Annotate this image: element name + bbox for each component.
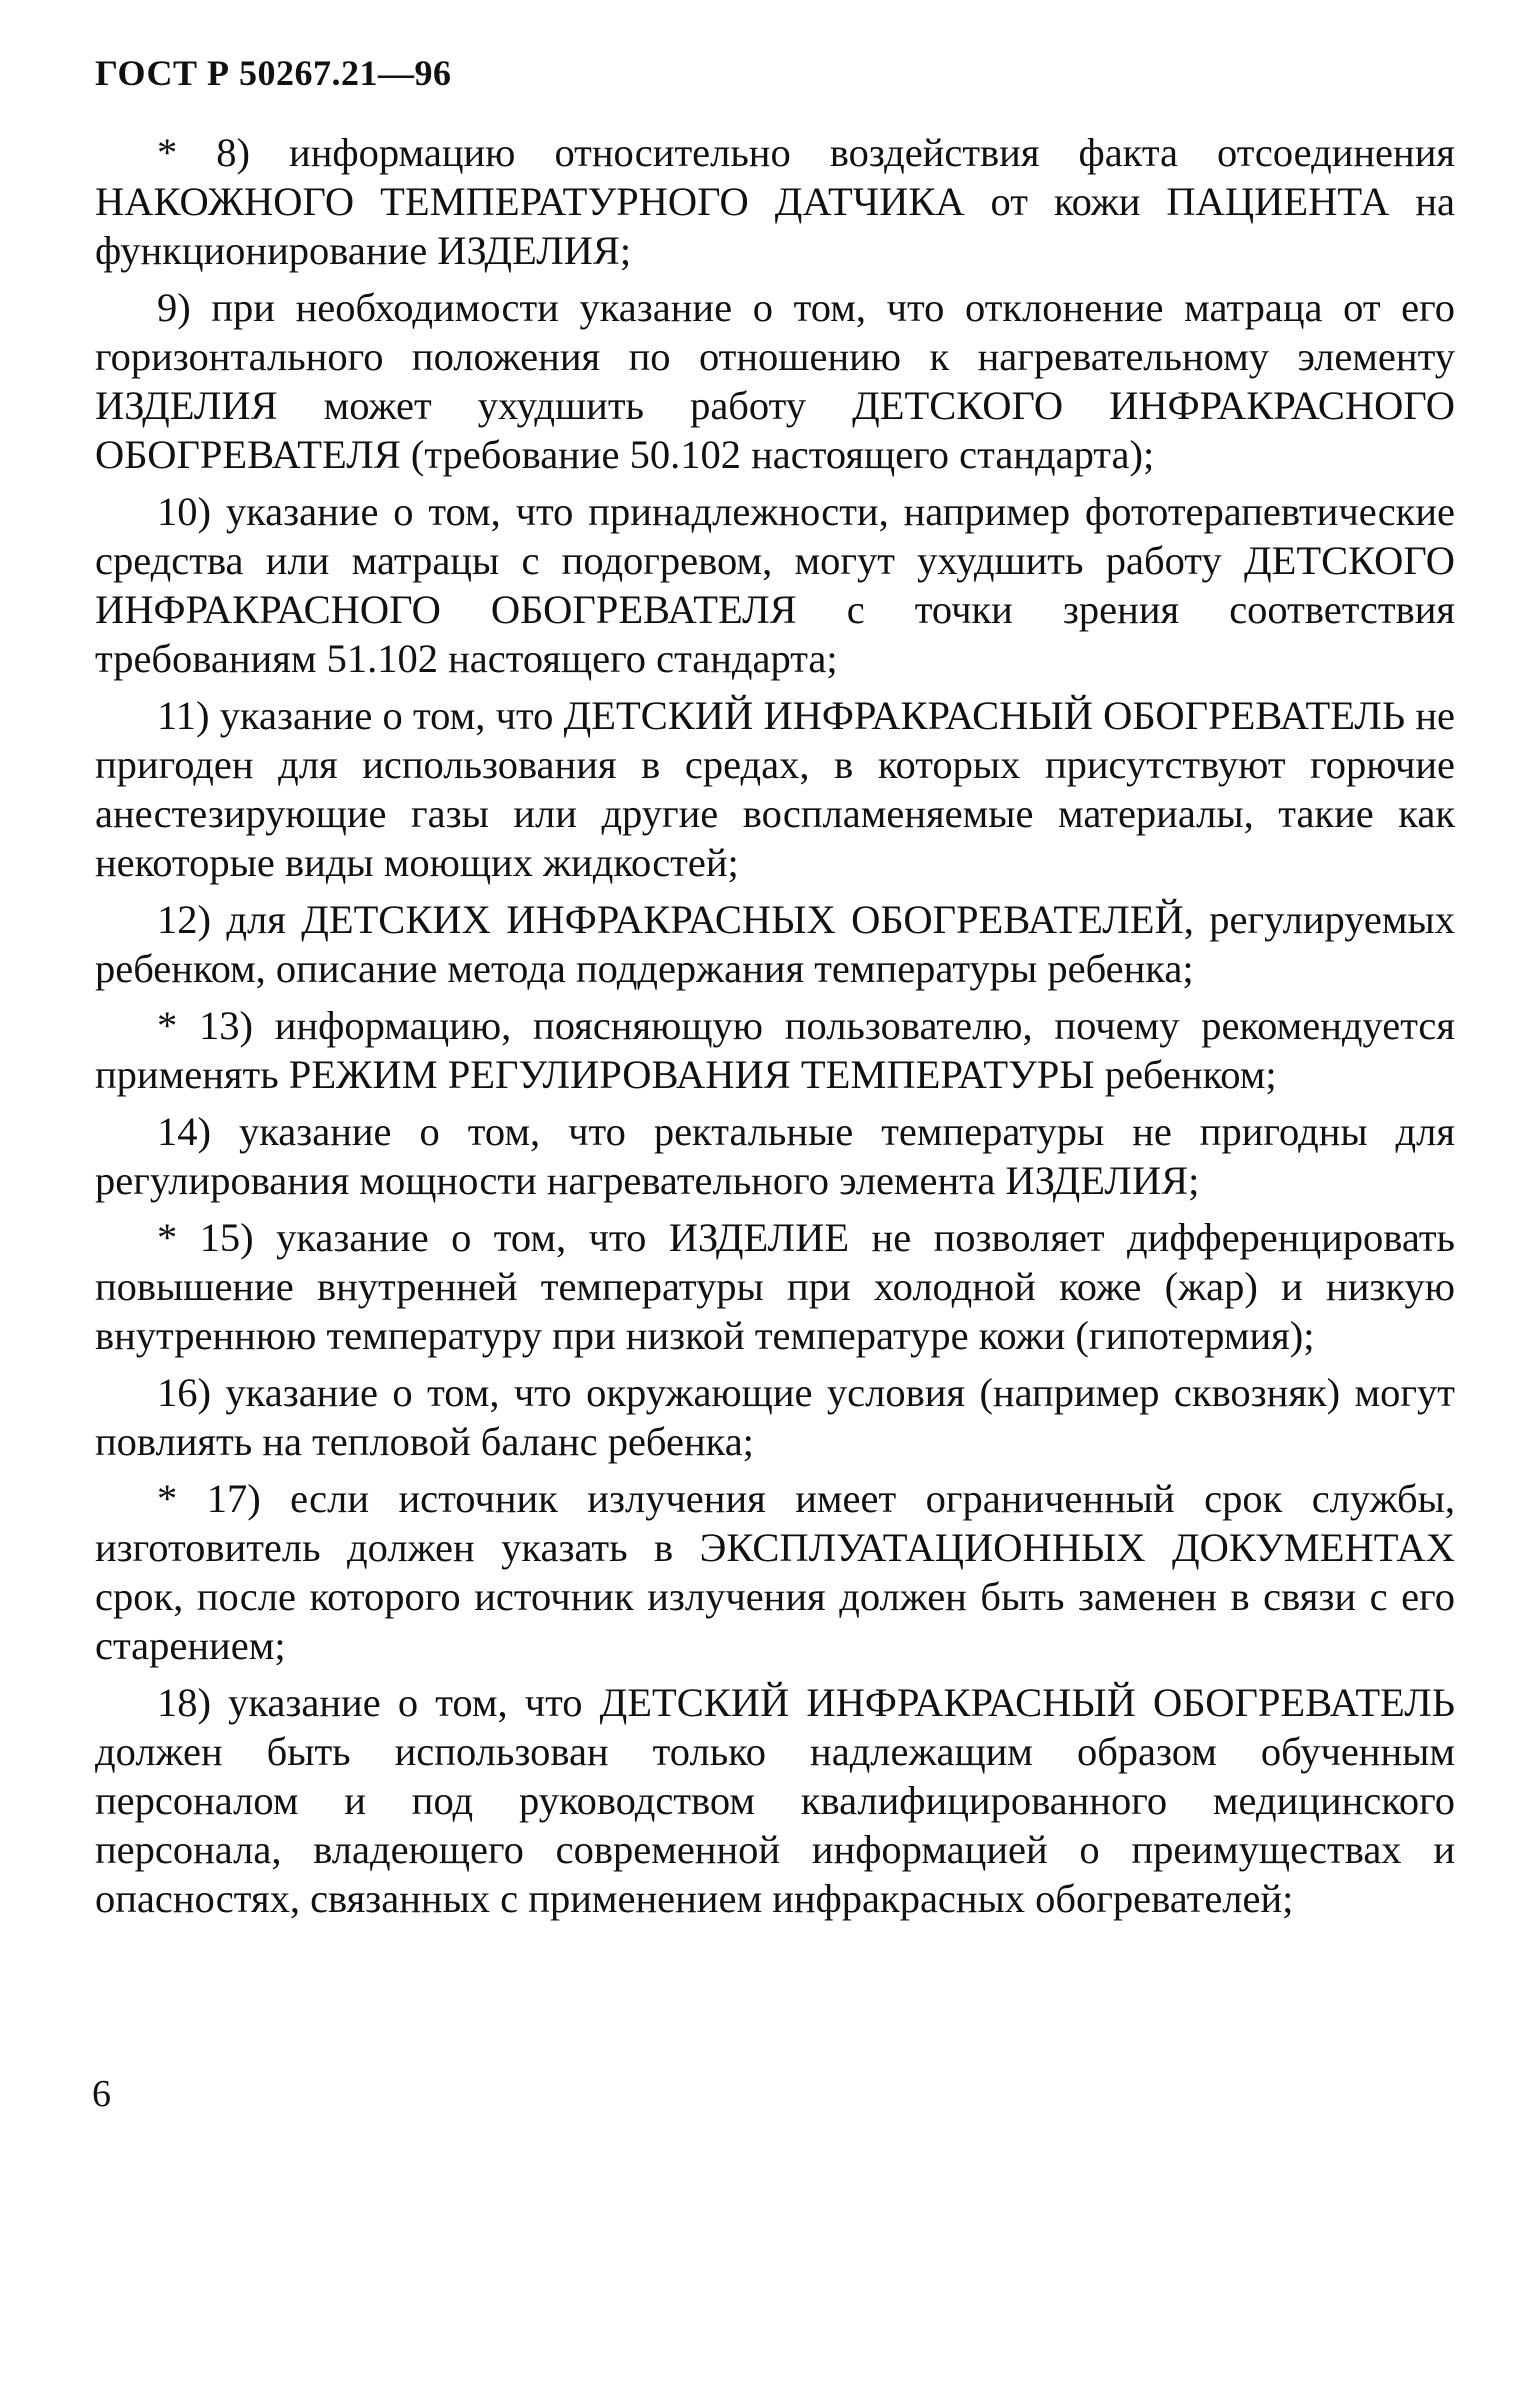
page-number: 6 bbox=[92, 2073, 111, 2115]
list-item-14: 14) указание о том, что ректальные температуры не пригодны для регулирования мощности нагревательного элемента ИЗДЕЛИЯ; bbox=[95, 1109, 1455, 1203]
list-item-13: * 13) информацию, поясняющую пользователю, почему рекомендуется применять РЕЖИМ РЕГУЛИРОВАНИЯ ТЕМПЕРАТУРЫ ребенком; bbox=[95, 1003, 1455, 1097]
document-body bbox=[95, 128, 1455, 1931]
list-item-10: 10) указание о том, что принадлежности, например фототерапевтические средства или матрацы с подогревом, могут ухудшить работу ДЕТСКОГО ИНФРАКРАСНОГО ОБОГРЕВАТЕЛЯ с точки зрения соответствия требованиям 51.102 настоящего стандарта; bbox=[95, 489, 1455, 681]
list-item-12: 12) для ДЕТСКИХ ИНФРАКРАСНЫХ ОБОГРЕВАТЕЛЕЙ, регулируемых ребенком, описание метода поддержания температуры ребенка; bbox=[95, 897, 1455, 991]
list-item-11: 11) указание о том, что ДЕТСКИЙ ИНФРАКРАСНЫЙ ОБОГРЕВАТЕЛЬ не пригоден для использования в средах, в которых присутствуют горючие анестезирующие газы или другие воспламеняемые материалы, такие как некоторые виды моющих жидкостей; bbox=[95, 693, 1455, 885]
list-item-8: * 8) информацию относительно воздействия факта отсоединения НАКОЖНОГО ТЕМПЕРАТУРНОГО ДАТЧИКА от кожи ПАЦИЕНТА на функционирование ИЗДЕЛИЯ; bbox=[95, 130, 1455, 273]
list-item-17: * 17) если источник излучения имеет ограниченный срок службы, изготовитель должен указать в ЭКСПЛУАТАЦИОННЫХ ДОКУМЕНТАХ срок, после которого источник излучения должен быть заменен в связи с его старением; bbox=[95, 1476, 1455, 1668]
list-item-15: * 15) указание о том, что ИЗДЕЛИЕ не позволяет дифференцировать повышение внутренней температуры при холодной коже (жар) и низкую внутреннюю температуру при низкой температуре кожи (гипотермия); bbox=[95, 1215, 1455, 1358]
standard-header: ГОСТ Р 50267.21—96 bbox=[95, 53, 452, 93]
list-item-18: 18) указание о том, что ДЕТСКИЙ ИНФРАКРАСНЫЙ ОБОГРЕВАТЕЛЬ должен быть использован только надлежащим образом обученным персоналом и под руководством квалифицированного медицинского персонала, владеющего современной информацией о преимуществах и опасностях, связанных с применением инфракрасных обогревателей; bbox=[95, 1680, 1455, 1921]
list-item-16: 16) указание о том, что окружающие условия (например сквозняк) могут повлиять на тепловой баланс ребенка; bbox=[95, 1370, 1455, 1464]
list-item-9: 9) при необходимости указание о том, что отклонение матраца от его горизонтального положения по отношению к нагревательному элементу ИЗДЕЛИЯ может ухудшить работу ДЕТСКОГО ИНФРАКРАСНОГО ОБОГРЕВАТЕЛЯ (требование 50.102 настоящего стандарта); bbox=[95, 285, 1455, 477]
